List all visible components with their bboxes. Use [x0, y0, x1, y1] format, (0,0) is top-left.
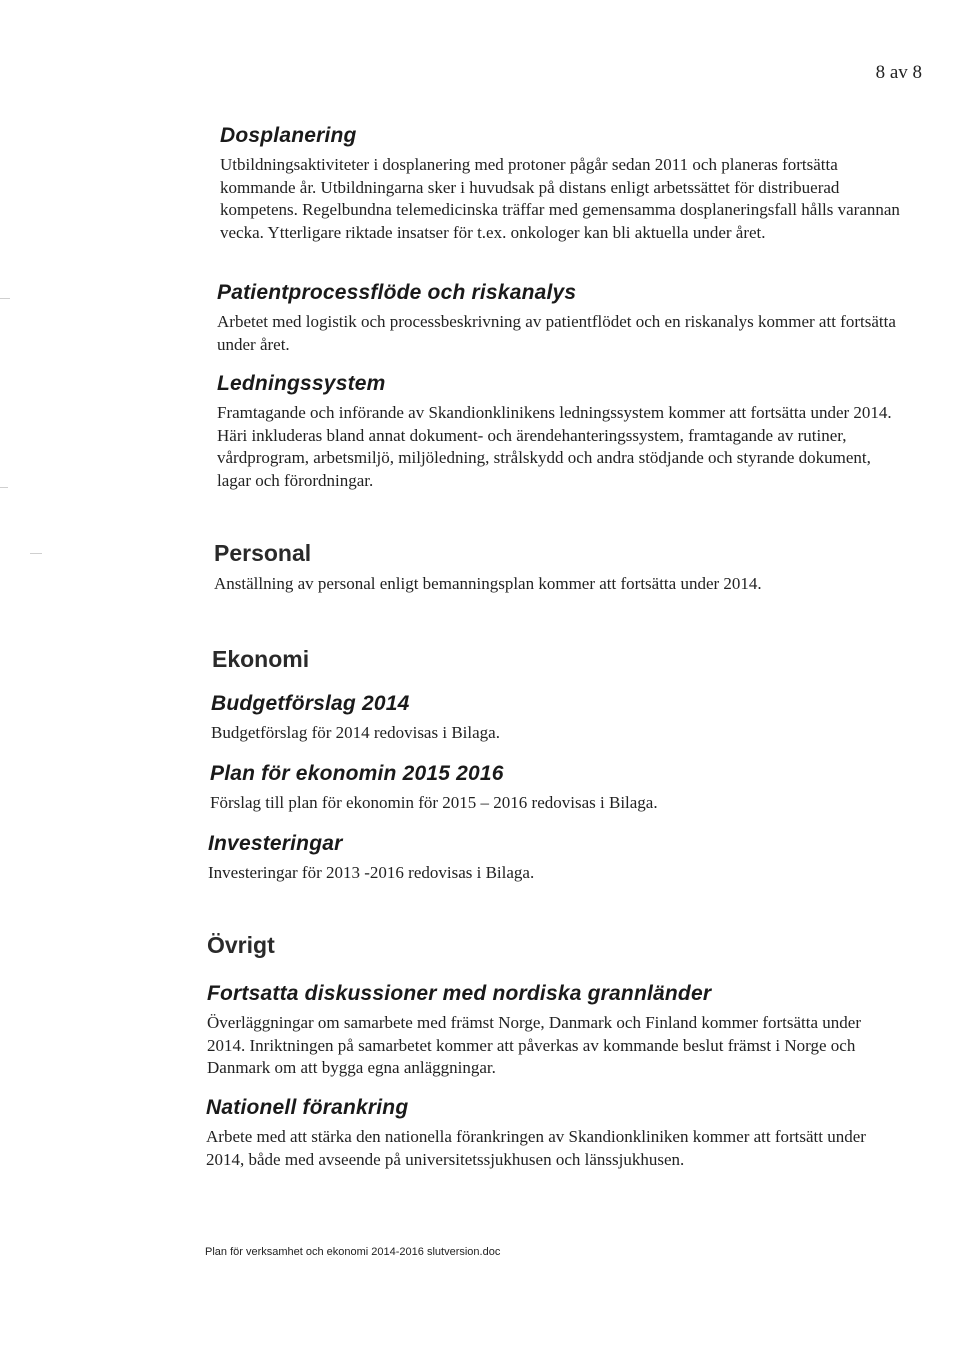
section-personal — [214, 540, 894, 596]
section-heading: Ekonomi — [212, 646, 310, 672]
section-ledningssystem — [217, 372, 897, 492]
section-dosplanering — [220, 124, 900, 244]
section-investeringar — [208, 832, 888, 885]
section-plan — [210, 762, 890, 815]
section-heading: Plan för ekonomin 2015 2016 — [210, 762, 504, 785]
section-text: Överläggningar om samarbete med främst Norge, Danmark och Finland kommer fortsätta under 2014. Inriktningen på samarbetet kommer att påverkas av kommande beslut främst i Norge och Danmark om att bygga egna anläggningar. — [207, 1013, 861, 1077]
section-text: Framtagande och införande av Skandionklinikens ledningssystem kommer att fortsätta under 2014. Häri inkluderas bland annat dokument- och ärendehanteringssystem, framtagande av rutiner, vårdprogram, arbetsmiljö, miljöledning, strålskydd och andra stödjande och styrande dokument, lagar och förordningar. — [217, 403, 892, 490]
section-text: Budgetförslag för 2014 redovisas i Bilaga. — [211, 723, 500, 742]
section-heading: Investeringar — [208, 832, 343, 855]
section-text: Arbetet med logistik och processbeskrivning av patientflödet och en riskanalys kommer att fortsätta under året. — [217, 312, 896, 354]
scan-mark — [30, 553, 42, 554]
section-ekonomi — [212, 646, 892, 673]
section-heading: Patientprocessflöde och riskanalys — [217, 281, 577, 304]
document-footer: Plan för verksamhet och ekonomi 2014-2016 slutversion.doc — [205, 1246, 501, 1258]
section-nationell — [206, 1096, 886, 1171]
section-heading: Nationell förankring — [206, 1096, 409, 1119]
section-text: Arbete med att stärka den nationella förankringen av Skandionkliniken kommer att fortsätt under 2014, både med avseende på universitetssjukhusen och länssjukhusen. — [206, 1127, 866, 1169]
page-number: 8 av 8 — [875, 62, 922, 83]
section-heading: Fortsatta diskussioner med nordiska grannländer — [207, 982, 712, 1005]
section-heading: Personal — [214, 540, 312, 566]
section-heading: Budgetförslag 2014 — [211, 692, 410, 715]
section-nordiska — [207, 982, 887, 1080]
scan-mark — [0, 298, 10, 299]
section-heading: Ledningssystem — [217, 372, 386, 395]
section-text: Utbildningsaktiviteter i dosplanering med protoner pågår sedan 2011 och planeras fortsätta kommande år. Utbildningarna sker i huvudsak på distans enligt arbetssättet för distribuerad kompetens. Regelbundna telemedicinska träffar med gemensamma dosplaneringsfall hålls varannan vecka. Ytterligare riktade insatser för t.ex. onkologer kan bli aktuella under året. — [220, 155, 900, 242]
section-patientprocess — [217, 281, 897, 356]
section-text: Förslag till plan för ekonomin för 2015 – 2016 redovisas i Bilaga. — [210, 793, 658, 812]
section-heading: Dosplanering — [220, 124, 357, 147]
section-text: Anställning av personal enligt bemanningsplan kommer att fortsätta under 2014. — [214, 574, 762, 593]
section-heading: Övrigt — [207, 932, 275, 958]
section-ovrigt — [207, 932, 887, 959]
section-budget — [211, 692, 891, 745]
scan-mark — [0, 487, 8, 488]
section-text: Investeringar för 2013 -2016 redovisas i Bilaga. — [208, 863, 535, 882]
